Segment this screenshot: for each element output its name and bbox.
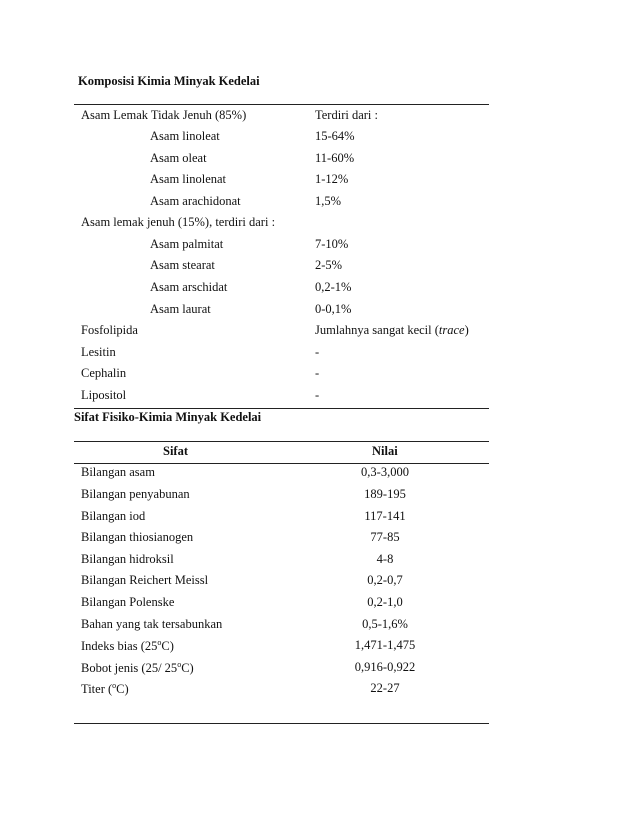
table2-sifat: Bilangan hidroksil — [81, 552, 174, 566]
table2-nilai: 0,2-1,0 — [367, 595, 403, 609]
table1-group1-value: Terdiri dari : — [315, 108, 378, 122]
sifat-prefix: Titer ( — [81, 682, 113, 697]
table1-item-name: Asam palmitat — [150, 237, 224, 251]
trace-italic: trace — [438, 323, 465, 337]
table1-other-value: - — [315, 388, 320, 402]
table2-nilai: 0,2-0,7 — [367, 573, 403, 587]
sifat-prefix: Bobot jenis (25/ 25 — [81, 661, 178, 676]
table2-sifat: Bilangan penyabunan — [81, 487, 190, 501]
table2-sifat: Bahan yang tak tersabunkan — [81, 617, 223, 631]
table1-other-name: Lesitin — [81, 345, 116, 359]
table1-item-name: Asam arachidonat — [150, 194, 241, 208]
table2-sifat — [81, 681, 129, 697]
table2-header-sifat: Sifat — [163, 444, 188, 458]
table1-top-rule — [74, 104, 489, 105]
table2-sifat: Bilangan thiosianogen — [81, 530, 194, 544]
sifat-prefix: Indeks bias (25 — [81, 639, 158, 654]
table2-nilai: 0,916-0,922 — [354, 660, 416, 674]
table1-item-name: Asam arschidat — [150, 280, 228, 294]
table2-sifat — [81, 660, 194, 676]
table2-nilai: 4-8 — [376, 552, 394, 566]
table2-bottom-rule — [74, 723, 489, 724]
degree-sup: o — [157, 638, 162, 647]
table1-group2-label: Asam lemak jenuh (15%), terdiri dari : — [81, 215, 276, 229]
table2-nilai: 0,5-1,6% — [362, 617, 408, 631]
table2-sifat: Bilangan Polenske — [81, 595, 175, 609]
table1-item-name: Asam laurat — [150, 302, 211, 316]
table2-top-rule — [74, 441, 489, 442]
table1-other-name: Lipositol — [81, 388, 127, 402]
table1-title: Komposisi Kimia Minyak Kedelai — [78, 74, 260, 88]
degree-sup: o — [112, 681, 117, 690]
table2-nilai: 117-141 — [364, 509, 406, 523]
table2-nilai: 77-85 — [370, 530, 400, 544]
table1-other-value: - — [315, 366, 320, 380]
table2-header-nilai: Nilai — [372, 444, 398, 458]
table2-title: Sifat Fisiko-Kimia Minyak Kedelai — [74, 410, 262, 424]
table1-item-value: 1-12% — [315, 172, 349, 186]
table1-group1-label: Asam Lemak Tidak Jenuh (85%) — [81, 108, 247, 122]
table1-item-value: 15-64% — [315, 129, 355, 143]
table1-item-value: 11-60% — [315, 151, 355, 165]
table1-item-name: Asam stearat — [150, 258, 215, 272]
table2-sifat: Bilangan Reichert Meissl — [81, 573, 209, 587]
table2-sifat: Bilangan asam — [81, 465, 155, 479]
table1-item-value: 2-5% — [315, 258, 343, 272]
table2-sifat: Bilangan iod — [81, 509, 146, 523]
table1-item-name: Asam linolenat — [150, 172, 227, 186]
table2-nilai: 22-27 — [370, 681, 400, 695]
trace-suffix: ) — [464, 323, 469, 337]
trace-prefix: Jumlahnya sangat kecil ( — [315, 323, 439, 337]
table2-nilai: 0,3-3,000 — [361, 465, 409, 479]
table1-item-name: Asam oleat — [150, 151, 207, 165]
table2-header-rule — [74, 463, 489, 464]
sifat-suffix: C) — [161, 639, 174, 654]
table1-item-name: Asam linoleat — [150, 129, 220, 143]
table1-item-value: 1,5% — [315, 194, 342, 208]
table2-nilai: 189-195 — [364, 487, 406, 501]
table1-item-value: 7-10% — [315, 237, 349, 251]
sifat-suffix: C) — [116, 682, 129, 697]
table1-other-value — [315, 323, 469, 338]
sifat-suffix: C) — [181, 661, 194, 676]
table1-other-name: Cephalin — [81, 366, 127, 380]
table1-other-name: Fosfolipida — [81, 323, 138, 337]
table2-nilai: 1,471-1,475 — [354, 638, 416, 652]
table2-sifat — [81, 638, 174, 654]
table1-bottom-rule — [74, 408, 489, 409]
degree-sup: o — [177, 660, 182, 669]
table1-other-value: - — [315, 345, 320, 359]
table1-item-value: 0-0,1% — [315, 302, 352, 316]
table1-item-value: 0,2-1% — [315, 280, 352, 294]
